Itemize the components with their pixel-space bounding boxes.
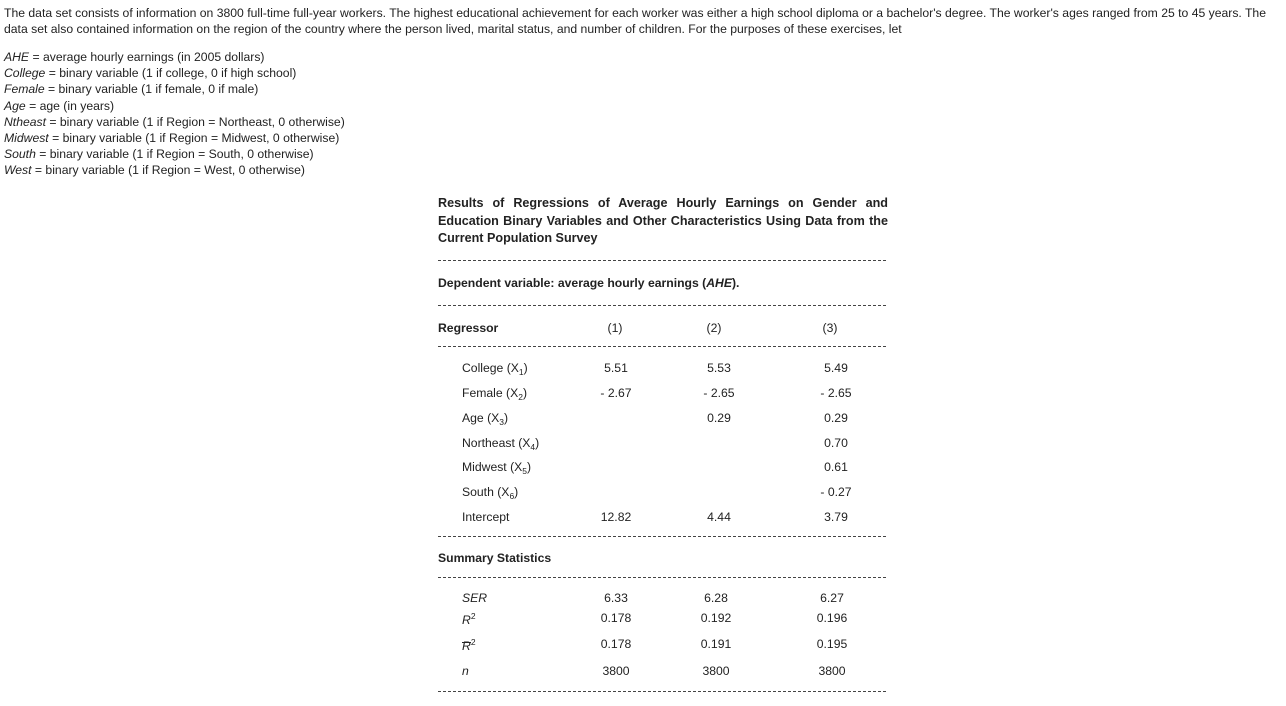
- cell-value: 3800: [818, 664, 846, 678]
- definition-name: AHE: [4, 50, 30, 64]
- cell-value: 0.192: [700, 611, 732, 625]
- definition-desc: = binary variable (1 if college, 0 if high school): [45, 66, 297, 81]
- row-label: Age $(X_3)$: [462, 411, 509, 427]
- cell-value: 3800: [602, 664, 630, 678]
- column-header-2: (2): [706, 321, 722, 335]
- row-label: College $(X_1)$: [462, 361, 528, 377]
- cell-value: - 0.27: [820, 485, 852, 499]
- row-label: Midwest $(X_5)$: [462, 460, 532, 476]
- cell-value: 5.49: [824, 361, 848, 375]
- cell-value: 0.191: [700, 637, 732, 651]
- row-label: Northeast $(X_4)$: [462, 436, 540, 452]
- definition-desc: = binary variable (1 if Region = Northeast, 0 otherwise): [46, 114, 345, 129]
- table-rule: [438, 260, 886, 261]
- definition-south: [4, 146, 345, 162]
- definition-desc: = binary variable (1 if Region = Midwest, 0 otherwise): [48, 131, 340, 146]
- cell-value: 5.51: [604, 361, 628, 375]
- row-label: n: [462, 664, 469, 678]
- definition-name: West: [4, 163, 32, 178]
- row-label: SER: [462, 591, 488, 605]
- cell-value: 0.70: [824, 436, 848, 450]
- cell-value: 12.82: [600, 510, 632, 524]
- column-header-3: (3): [822, 321, 838, 335]
- definition-ntheast: [4, 114, 345, 130]
- row-label: Intercept: [462, 510, 510, 524]
- definition-midwest: [4, 130, 345, 146]
- intro-paragraph: The data set consists of information on 3800 full-time full-year workers. The highest educational achievement for each worker was either a high school diploma or a bachelor's degree. The worker's ages ranged from 25 to 45 years. The data set also contained information on the region of the country where the person lived, marital status, and number of children. For the purposes of these exercises, let: [4, 6, 1266, 36]
- definition-west: [4, 162, 345, 178]
- summary-header: Summary Statistics: [438, 551, 552, 565]
- regressor-header: Regressor: [438, 321, 499, 335]
- row-label: South $(X_6)$: [462, 485, 519, 501]
- table-rule: [438, 346, 886, 347]
- table-title: Results of Regressions of Average Hourly Earnings on Gender and Education Binary Variables and Other Characteristics Using Data from the Current Population Survey: [438, 196, 888, 246]
- cell-value: - 2.67: [600, 386, 632, 400]
- cell-value: 0.178: [600, 637, 632, 651]
- column-header-1: (1): [607, 321, 623, 335]
- table-rule: [438, 305, 886, 306]
- cell-value: 4.44: [707, 510, 731, 524]
- definition-desc: = binary variable (1 if Region = West, 0 otherwise): [31, 163, 305, 178]
- definition-ahe: [4, 49, 345, 65]
- cell-value: 0.61: [824, 460, 848, 474]
- definition-name: Ntheast: [4, 114, 47, 129]
- cell-value: 3800: [702, 664, 730, 678]
- row-label: $R^2$: [462, 611, 476, 627]
- definition-name: College: [4, 66, 46, 81]
- dependent-variable-line: [438, 276, 739, 290]
- definition-female: [4, 81, 345, 97]
- definition-name: Midwest: [4, 131, 49, 146]
- definition-age: [4, 98, 345, 114]
- dependent-var: AHE: [706, 276, 732, 290]
- cell-value: - 2.65: [820, 386, 852, 400]
- cell-value: 6.28: [704, 591, 728, 605]
- definition-desc: = binary variable (1 if Region = South, 0 otherwise): [35, 147, 314, 162]
- dependent-suffix: ).: [731, 276, 740, 290]
- definition-name: Age: [4, 98, 26, 113]
- variable-definitions: [4, 49, 345, 179]
- definition-desc: = binary variable (1 if female, 0 if male): [44, 82, 259, 97]
- row-label: Female $(X_2)$: [462, 386, 528, 402]
- cell-value: 0.29: [824, 411, 848, 425]
- cell-value: 6.33: [604, 591, 628, 605]
- definition-desc: = average hourly earnings (in 2005 dollars): [29, 50, 265, 64]
- definition-college: [4, 65, 345, 81]
- cell-value: - 2.65: [703, 386, 735, 400]
- cell-value: 0.196: [816, 611, 848, 625]
- definition-name: South: [4, 147, 36, 162]
- table-rule: [438, 691, 886, 692]
- cell-value: 5.53: [707, 361, 731, 375]
- cell-value: 6.27: [820, 591, 844, 605]
- cell-value: 3.79: [824, 510, 848, 524]
- table-rule: [438, 536, 886, 537]
- dependent-prefix: Dependent variable: average hourly earnings (: [438, 276, 707, 290]
- definition-name: Female: [4, 82, 45, 97]
- cell-value: 0.29: [707, 411, 731, 425]
- cell-value: 0.195: [816, 637, 848, 651]
- definition-desc: = age (in years): [25, 98, 115, 113]
- table-rule: [438, 577, 886, 578]
- cell-value: 0.178: [600, 611, 632, 625]
- row-label-adjusted-r2: $R^2$: [462, 637, 476, 653]
